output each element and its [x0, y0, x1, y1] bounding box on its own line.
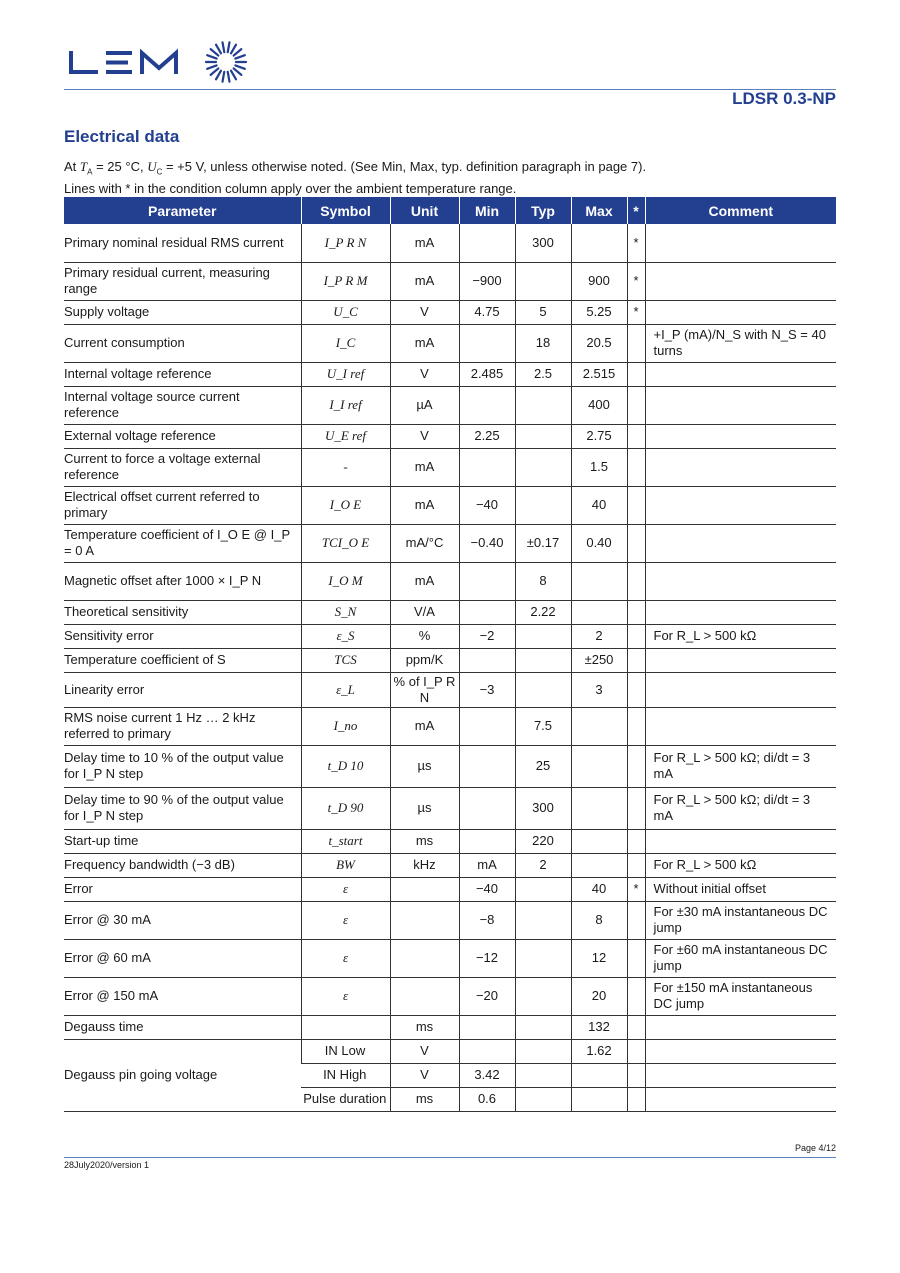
unit-cell: mA	[390, 224, 459, 262]
condition-cell: IN High	[301, 1063, 390, 1087]
min-cell	[459, 707, 515, 745]
star-cell	[627, 745, 645, 787]
star-cell	[627, 486, 645, 524]
symbol-cell: ε	[301, 939, 390, 977]
min-cell: −2	[459, 624, 515, 648]
comment-cell	[645, 486, 836, 524]
typ-cell	[515, 977, 571, 1015]
table-row	[64, 300, 836, 324]
table-row	[64, 524, 836, 562]
min-cell	[459, 787, 515, 829]
symbol-cell: I_C	[301, 324, 390, 362]
max-cell: 12	[571, 939, 627, 977]
table-row	[64, 262, 836, 300]
max-cell: 3	[571, 672, 627, 707]
symbol-cell: TCI_O E	[301, 524, 390, 562]
table-row	[64, 977, 836, 1015]
logo-ray	[211, 49, 219, 55]
table-row	[64, 1039, 836, 1063]
table-row	[64, 707, 836, 745]
logo-ray	[216, 71, 221, 80]
star-cell	[627, 901, 645, 939]
comment-cell	[645, 300, 836, 324]
footer-rule	[64, 1157, 836, 1158]
comment-cell	[645, 362, 836, 386]
typ-cell: 300	[515, 224, 571, 262]
lem-logo	[68, 40, 253, 86]
unit-cell: V/A	[390, 600, 459, 624]
table-row	[64, 448, 836, 486]
logo-ray	[207, 55, 216, 58]
unit-cell: kHz	[390, 853, 459, 877]
max-cell	[571, 600, 627, 624]
table-row	[64, 745, 836, 787]
typ-cell	[515, 448, 571, 486]
table-row	[64, 386, 836, 424]
comment-cell	[645, 224, 836, 262]
comment-cell: For ±60 mA instantaneous DC jump	[645, 939, 836, 977]
electrical-data-table	[64, 197, 836, 1112]
typ-cell	[515, 624, 571, 648]
column-header: Typ	[515, 197, 571, 224]
star-cell	[627, 424, 645, 448]
typ-cell: ±0.17	[515, 524, 571, 562]
min-cell: −12	[459, 939, 515, 977]
logo-ray	[234, 68, 242, 74]
parameter-cell: Temperature coefficient of S	[64, 648, 301, 672]
star-cell	[627, 939, 645, 977]
max-cell: 1.5	[571, 448, 627, 486]
section-title: Electrical data	[64, 127, 180, 146]
max-cell	[571, 562, 627, 600]
table-row	[64, 362, 836, 386]
logo-ray	[207, 65, 216, 68]
parameter-cell: Error	[64, 877, 301, 901]
parameter-cell: Primary nominal residual RMS current	[64, 224, 301, 262]
symbol-cell: U_C	[301, 300, 390, 324]
comment-cell	[645, 1015, 836, 1039]
min-cell: −40	[459, 877, 515, 901]
logo-ray	[234, 49, 242, 55]
comment-cell: For ±30 mA instantaneous DC jump	[645, 901, 836, 939]
parameter-cell: Current consumption	[64, 324, 301, 362]
parameter-cell: Linearity error	[64, 672, 301, 707]
unit-cell: %	[390, 624, 459, 648]
max-cell: 2.515	[571, 362, 627, 386]
symbol-cell: I_O M	[301, 562, 390, 600]
typ-cell	[515, 1063, 571, 1087]
typ-cell	[515, 262, 571, 300]
logo-ray	[211, 68, 219, 74]
table-row	[64, 877, 836, 901]
table-header-row	[64, 197, 836, 224]
unit-cell: V	[390, 424, 459, 448]
unit-cell: mA	[390, 262, 459, 300]
comment-cell	[645, 1087, 836, 1111]
max-cell: 8	[571, 901, 627, 939]
min-cell	[459, 1039, 515, 1063]
typ-cell: 2.22	[515, 600, 571, 624]
comment-cell	[645, 562, 836, 600]
star-cell	[627, 1039, 645, 1063]
max-cell: 132	[571, 1015, 627, 1039]
table-row	[64, 901, 836, 939]
min-cell: −900	[459, 262, 515, 300]
header-rule	[64, 89, 836, 90]
max-cell: 900	[571, 262, 627, 300]
table-row	[64, 486, 836, 524]
symbol-cell: BW	[301, 853, 390, 877]
min-cell	[459, 448, 515, 486]
min-cell: 2.25	[459, 424, 515, 448]
column-header: Parameter	[64, 197, 301, 224]
min-cell	[459, 745, 515, 787]
star-cell: *	[627, 262, 645, 300]
unit-cell: µs	[390, 745, 459, 787]
comment-cell	[645, 386, 836, 424]
comment-cell	[645, 707, 836, 745]
typ-cell	[515, 1039, 571, 1063]
typ-cell: 18	[515, 324, 571, 362]
page-number: Page 4/12	[794, 1143, 836, 1153]
min-cell	[459, 648, 515, 672]
typ-cell: 2	[515, 853, 571, 877]
typ-cell: 5	[515, 300, 571, 324]
logo-ray	[228, 72, 230, 82]
parameter-cell: Degauss pin going voltage	[64, 1039, 301, 1111]
unit-cell	[390, 877, 459, 901]
table-row	[64, 324, 836, 362]
star-cell	[627, 787, 645, 829]
star-cell	[627, 524, 645, 562]
unit-cell: µs	[390, 787, 459, 829]
parameter-cell: RMS noise current 1 Hz … 2 kHz referred to primary	[64, 707, 301, 745]
symbol-cell: ε	[301, 977, 390, 1015]
max-cell	[571, 1087, 627, 1111]
intro-line-2: Lines with * in the condition column apply over the ambient temperature range.	[64, 180, 517, 196]
typ-cell	[515, 648, 571, 672]
comment-cell	[645, 1063, 836, 1087]
logo-text: LEM	[68, 40, 71, 41]
min-cell: −8	[459, 901, 515, 939]
star-cell: *	[627, 224, 645, 262]
column-header: Comment	[645, 197, 836, 224]
comment-cell	[645, 600, 836, 624]
min-cell	[459, 224, 515, 262]
symbol-cell	[301, 1015, 390, 1039]
min-cell: 2.485	[459, 362, 515, 386]
min-cell	[459, 600, 515, 624]
max-cell	[571, 707, 627, 745]
typ-cell	[515, 386, 571, 424]
logo-ray	[235, 55, 244, 58]
max-cell: 5.25	[571, 300, 627, 324]
unit-cell: ms	[390, 829, 459, 853]
unit-cell: V	[390, 1039, 459, 1063]
min-cell	[459, 562, 515, 600]
unit-cell: % of I_P R N	[390, 672, 459, 707]
parameter-cell: Temperature coefficient of I_O E @ I_P = 0 A	[64, 524, 301, 562]
typ-cell	[515, 901, 571, 939]
max-cell: 2.75	[571, 424, 627, 448]
min-cell: −3	[459, 672, 515, 707]
max-cell: 400	[571, 386, 627, 424]
unit-cell: mA	[390, 324, 459, 362]
parameter-cell: Current to force a voltage external reference	[64, 448, 301, 486]
star-cell	[627, 362, 645, 386]
unit-cell: V	[390, 300, 459, 324]
comment-cell	[645, 1039, 836, 1063]
max-cell	[571, 224, 627, 262]
comment-cell: For R_L > 500 kΩ; di/dt = 3 mA	[645, 745, 836, 787]
typ-cell: 7.5	[515, 707, 571, 745]
column-header: *	[627, 197, 645, 224]
comment-cell	[645, 524, 836, 562]
typ-cell	[515, 424, 571, 448]
star-cell	[627, 977, 645, 1015]
column-header: Min	[459, 197, 515, 224]
typ-cell: 8	[515, 562, 571, 600]
table-row	[64, 829, 836, 853]
table-row	[64, 672, 836, 707]
comment-cell: For R_L > 500 kΩ; di/dt = 3 mA	[645, 787, 836, 829]
typ-cell	[515, 486, 571, 524]
logo-ray	[235, 65, 244, 68]
symbol-cell: ε	[301, 877, 390, 901]
comment-cell	[645, 829, 836, 853]
max-cell	[571, 853, 627, 877]
min-cell	[459, 1015, 515, 1039]
typ-cell: 25	[515, 745, 571, 787]
star-cell	[627, 324, 645, 362]
star-cell	[627, 1087, 645, 1111]
parameter-cell: Error @ 30 mA	[64, 901, 301, 939]
max-cell: 20	[571, 977, 627, 1015]
table-row	[64, 787, 836, 829]
table-row	[64, 624, 836, 648]
table-row	[64, 648, 836, 672]
max-cell: 20.5	[571, 324, 627, 362]
max-cell	[571, 787, 627, 829]
parameter-cell: External voltage reference	[64, 424, 301, 448]
document-code: LDSR 0.3-NP	[732, 89, 836, 108]
star-cell	[627, 600, 645, 624]
star-cell	[627, 624, 645, 648]
symbol-cell: -	[301, 448, 390, 486]
typ-cell	[515, 672, 571, 707]
parameter-cell: Delay time to 10 % of the output value for I_P N step	[64, 745, 301, 787]
max-cell: 0.40	[571, 524, 627, 562]
comment-cell: Without initial offset	[645, 877, 836, 901]
comment-cell	[645, 424, 836, 448]
symbol-cell: ε	[301, 901, 390, 939]
document-version: 28July2020/version 1	[64, 1160, 150, 1170]
star-cell	[627, 829, 645, 853]
unit-cell: ms	[390, 1015, 459, 1039]
min-cell	[459, 386, 515, 424]
logo-ray	[216, 45, 221, 54]
symbol-cell: U_E ref	[301, 424, 390, 448]
symbol-cell: t_D 90	[301, 787, 390, 829]
symbol-cell: ε_L	[301, 672, 390, 707]
max-cell: 40	[571, 877, 627, 901]
parameter-cell: Delay time to 90 % of the output value for I_P N step	[64, 787, 301, 829]
star-cell: *	[627, 877, 645, 901]
condition-cell: Pulse duration	[301, 1087, 390, 1111]
typ-cell	[515, 1087, 571, 1111]
intro-line-1: At $T_A = 25$ °C, $U_C = +5$ V, unless otherwise noted. (See Min, Max, typ. definition paragraph in page 7).	[64, 159, 647, 177]
parameter-cell: Error @ 60 mA	[64, 939, 301, 977]
intro-text	[64, 159, 844, 197]
max-cell	[571, 1063, 627, 1087]
logo-ray	[228, 42, 230, 52]
typ-cell	[515, 939, 571, 977]
unit-cell: ms	[390, 1087, 459, 1111]
max-cell: 40	[571, 486, 627, 524]
star-cell	[627, 1015, 645, 1039]
table-row	[64, 562, 836, 600]
parameter-cell: Theoretical sensitivity	[64, 600, 301, 624]
comment-cell	[645, 262, 836, 300]
parameter-cell: Electrical offset current referred to primary	[64, 486, 301, 524]
comment-cell: For R_L > 500 kΩ	[645, 624, 836, 648]
typ-cell	[515, 1015, 571, 1039]
table-row	[64, 939, 836, 977]
star-cell	[627, 1063, 645, 1087]
unit-cell	[390, 901, 459, 939]
typ-cell	[515, 877, 571, 901]
symbol-cell: U_I ref	[301, 362, 390, 386]
star-cell: *	[627, 300, 645, 324]
star-cell	[627, 386, 645, 424]
star-cell	[627, 672, 645, 707]
column-header: Max	[571, 197, 627, 224]
symbol-cell: I_P R N	[301, 224, 390, 262]
symbol-cell: I_P R M	[301, 262, 390, 300]
min-cell: mA	[459, 853, 515, 877]
symbol-cell: S_N	[301, 600, 390, 624]
star-cell	[627, 707, 645, 745]
comment-cell: For R_L > 500 kΩ	[645, 853, 836, 877]
logo-ray	[223, 42, 225, 52]
min-cell: −20	[459, 977, 515, 1015]
min-cell	[459, 829, 515, 853]
symbol-cell: TCS	[301, 648, 390, 672]
max-cell	[571, 745, 627, 787]
parameter-cell: Sensitivity error	[64, 624, 301, 648]
parameter-cell: Frequency bandwidth (−3 dB)	[64, 853, 301, 877]
unit-cell: mA	[390, 707, 459, 745]
table-row	[64, 1015, 836, 1039]
comment-cell: +I_P (mA)/N_S with N_S = 40 turns	[645, 324, 836, 362]
typ-cell: 300	[515, 787, 571, 829]
logo-ray	[223, 72, 225, 82]
min-cell	[459, 324, 515, 362]
table-row	[64, 600, 836, 624]
logo-ray	[231, 45, 236, 54]
condition-cell: IN Low	[301, 1039, 390, 1063]
min-cell: 3.42	[459, 1063, 515, 1087]
symbol-cell: I_O E	[301, 486, 390, 524]
logo-ray	[231, 71, 236, 80]
min-cell: 4.75	[459, 300, 515, 324]
min-cell: −40	[459, 486, 515, 524]
parameter-cell: Supply voltage	[64, 300, 301, 324]
typ-cell: 220	[515, 829, 571, 853]
parameter-cell: Error @ 150 mA	[64, 977, 301, 1015]
unit-cell: V	[390, 362, 459, 386]
star-cell	[627, 562, 645, 600]
min-cell: −0.40	[459, 524, 515, 562]
parameter-cell: Internal voltage source current reference	[64, 386, 301, 424]
symbol-cell: ε_S	[301, 624, 390, 648]
symbol-cell: I_no	[301, 707, 390, 745]
unit-cell: µA	[390, 386, 459, 424]
unit-cell	[390, 939, 459, 977]
unit-cell	[390, 977, 459, 1015]
comment-cell	[645, 648, 836, 672]
parameter-cell: Magnetic offset after 1000 × I_P N	[64, 562, 301, 600]
unit-cell: mA	[390, 562, 459, 600]
symbol-cell: t_D 10	[301, 745, 390, 787]
comment-cell: For ±150 mA instantaneous DC jump	[645, 977, 836, 1015]
table-row	[64, 853, 836, 877]
unit-cell: mA	[390, 486, 459, 524]
min-cell: 0.6	[459, 1087, 515, 1111]
star-cell	[627, 648, 645, 672]
table-row	[64, 224, 836, 262]
star-cell	[627, 448, 645, 486]
parameter-cell: Start-up time	[64, 829, 301, 853]
parameter-cell: Primary residual current, measuring range	[64, 262, 301, 300]
comment-cell	[645, 448, 836, 486]
table-row	[64, 424, 836, 448]
comment-cell	[645, 672, 836, 707]
unit-cell: ppm/K	[390, 648, 459, 672]
max-cell: ±250	[571, 648, 627, 672]
unit-cell: mA/°C	[390, 524, 459, 562]
max-cell: 1.62	[571, 1039, 627, 1063]
symbol-cell: t_start	[301, 829, 390, 853]
typ-cell: 2.5	[515, 362, 571, 386]
max-cell: 2	[571, 624, 627, 648]
max-cell	[571, 829, 627, 853]
star-cell	[627, 853, 645, 877]
symbol-cell: I_I ref	[301, 386, 390, 424]
column-header: Unit	[390, 197, 459, 224]
unit-cell: V	[390, 1063, 459, 1087]
column-header: Symbol	[301, 197, 390, 224]
unit-cell: mA	[390, 448, 459, 486]
parameter-cell: Internal voltage reference	[64, 362, 301, 386]
parameter-cell: Degauss time	[64, 1015, 301, 1039]
